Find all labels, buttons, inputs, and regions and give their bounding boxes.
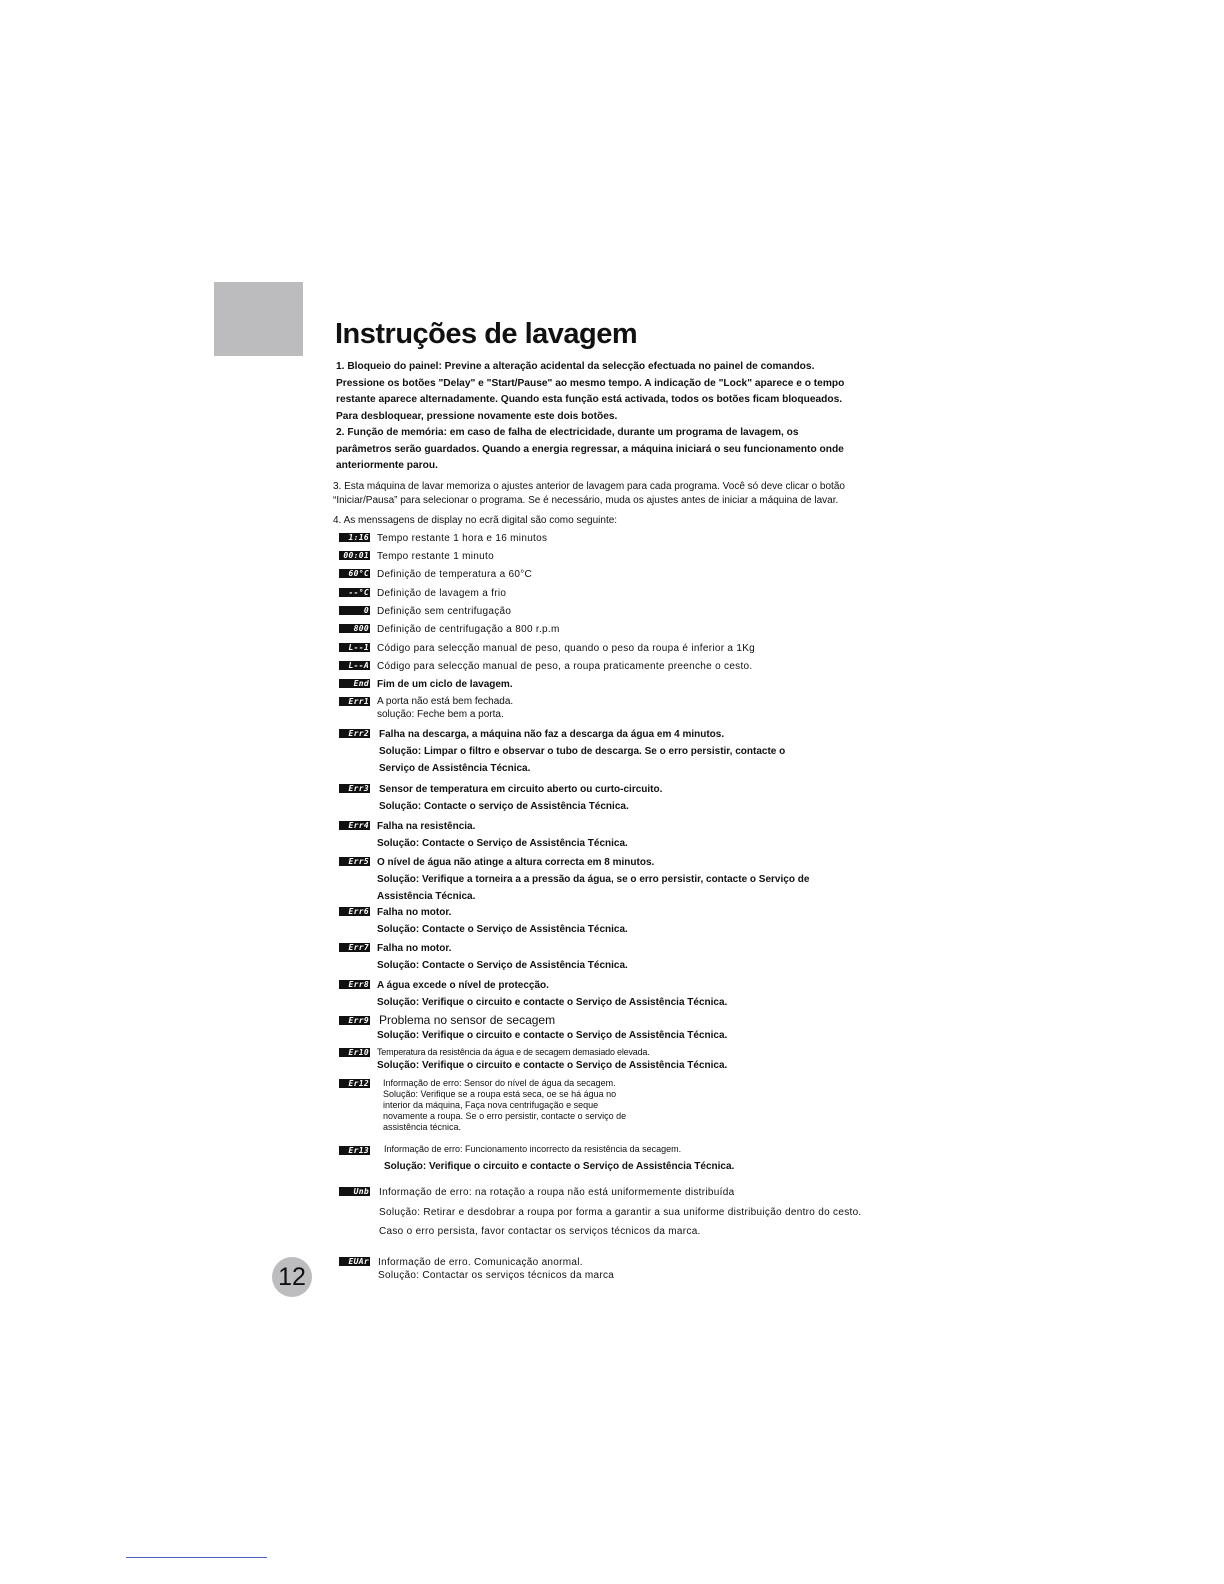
page-title: Instruções de lavagem (335, 318, 638, 350)
paragraph-memory-function (336, 425, 896, 475)
display-code-badge: L--1 (339, 643, 370, 652)
display-code-badge: 00:01 (339, 551, 370, 560)
message-line: Informação de erro: Funcionamento incorrecto da resistência da secagem. (384, 1144, 682, 1154)
message-line: Definição de centrifugação a 800 r.p.m (377, 624, 560, 635)
message-line: Tempo restante 1 hora e 16 minutos (377, 533, 548, 544)
message-line: novamente a roupa. Se o erro persistir, contacte o serviço de (383, 1111, 627, 1121)
message-line: A água excede o nível de protecção. (377, 980, 549, 991)
message-line: Fim de um ciclo de lavagem. (377, 679, 513, 690)
display-code-badge: Err1 (339, 697, 370, 706)
section-tab-block (214, 282, 303, 356)
message-line: Solução: Verifique a torneira a a pressão da água, se o erro persistir, contacte o Serviço de (377, 873, 810, 885)
display-code-badge: End (339, 679, 370, 688)
display-code-badge: Err2 (339, 729, 370, 738)
message-line: Solução: Verifique o circuito e contacte o Serviço de Assistência Técnica. (377, 996, 728, 1008)
message-line: Falha no motor. (377, 943, 452, 954)
footer-rule (126, 1557, 267, 1558)
display-code-badge: Er13 (339, 1146, 370, 1155)
display-code-badge: Err7 (339, 943, 370, 952)
message-line: Solução: Verifique o circuito e contacte o Serviço de Assistência Técnica. (377, 1030, 728, 1041)
message-line: Código para selecção manual de peso, quando o peso da roupa é inferior a 1Kg (377, 643, 756, 654)
paragraph-line: 1. Bloqueio do painel: Previne a alteração acidental da selecção efectuada no painel de comandos. (336, 361, 815, 372)
message-line: Solução: Retirar e desdobrar a roupa por forma a garantir a sua uniforme distribuição dentro do cesto. (379, 1206, 862, 1218)
paragraph-line: Para desbloquear, pressione novamente este dois botões. (336, 410, 618, 422)
message-line: Solução: Contacte o Serviço de Assistência Técnica. (377, 923, 628, 935)
display-code-badge: Er12 (339, 1079, 370, 1088)
message-line: Falha na descarga, a máquina não faz a descarga da água em 4 minutos. (379, 729, 725, 740)
paragraph-line: “Iniciar/Pausa” para selecionar o programa. Se é necessário, muda os ajustes antes de iniciar a máquina de lavar. (333, 494, 839, 506)
message-line: interior da máquina, Faça nova centrifugação e seque (383, 1100, 599, 1110)
message-line: Definição de lavagem a frio (377, 588, 507, 599)
display-code-badge: Err3 (339, 784, 370, 793)
message-line: Serviço de Assistência Técnica. (379, 762, 531, 774)
display-code-badge: Er10 (339, 1048, 370, 1057)
paragraph-line: 3. Esta máquina de lavar memoriza o ajustes anterior de lavagem para cada programa. Você só deve clicar o botão (333, 481, 845, 492)
paragraph-panel-lock (336, 359, 896, 425)
display-code-badge: Err8 (339, 980, 370, 989)
message-line: Sensor de temperatura em circuito aberto ou curto-circuito. (379, 784, 663, 795)
message-line: Informação de erro: Sensor do nível de água da secagem. (383, 1078, 616, 1088)
display-code-badge: 1:16 (339, 533, 370, 542)
display-code-badge: L--A (339, 661, 370, 670)
message-line: Temperatura da resistência da água e de secagem demasiado elevada. (377, 1047, 650, 1057)
message-line: Código para selecção manual de peso, a roupa praticamente preenche o cesto. (377, 661, 753, 672)
display-code-badge: --°C (339, 588, 370, 597)
message-line: Falha na resistência. (377, 821, 476, 832)
message-line: A porta não está bem fechada. (377, 696, 514, 707)
paragraph-line: anteriormente parou. (336, 460, 438, 472)
paragraph-line: Pressione os botões "Delay" e "Start/Pause" ao mesmo tempo. A indicação de "Lock" aparece e o tempo (336, 377, 845, 389)
message-line: Definição de temperatura a 60°C (377, 569, 533, 580)
message-line: Falha no motor. (377, 907, 452, 918)
paragraph-settings-memory (333, 480, 893, 507)
message-line: solução: Feche bem a porta. (377, 709, 504, 720)
paragraph-line: restante aparece alternadamente. Quando esta função está activada, todos os botões ficam bloqueados. (336, 394, 843, 406)
message-line: Definição sem centrifugação (377, 606, 512, 617)
message-line: Tempo restante 1 minuto (377, 551, 494, 562)
message-line: assistência técnica. (383, 1122, 462, 1132)
message-line: Problema no sensor de secagem (379, 1013, 556, 1027)
message-line: Solução: Verifique o circuito e contacte o Serviço de Assistência Técnica. (384, 1161, 735, 1172)
message-line: Solução: Contactar os serviços técnicos da marca (378, 1270, 615, 1281)
page-number-badge: 12 (272, 1257, 312, 1297)
display-code-badge: Err9 (339, 1016, 370, 1025)
message-line: Assistência Técnica. (377, 890, 476, 902)
message-line: Solução: Verifique se a roupa está seca, oe se há água no (383, 1089, 617, 1099)
message-line: Solução: Limpar o filtro e observar o tubo de descarga. Se o erro persistir, contacte o (379, 745, 786, 757)
paragraph-line: 2. Função de memória: em caso de falha de electricidade, durante um programa de lavagem, os (336, 427, 799, 438)
display-code-badge: Err5 (339, 857, 370, 866)
display-code-badge: Unb (339, 1187, 370, 1196)
message-line: Solução: Verifique o circuito e contacte o Serviço de Assistência Técnica. (377, 1060, 728, 1071)
message-line: Informação de erro: na rotação a roupa não está uniformemente distribuída (379, 1187, 735, 1198)
display-code-badge: 60°C (339, 569, 370, 578)
display-code-badge: 800 (339, 624, 370, 633)
message-line: Solução: Contacte o Serviço de Assistência Técnica. (377, 959, 628, 971)
display-code-badge: EUAr (339, 1257, 370, 1266)
message-line: Solução: Contacte o serviço de Assistência Técnica. (379, 800, 629, 812)
message-line: Caso o erro persista, favor contactar os serviços técnicos da marca. (379, 1226, 701, 1237)
message-line: Informação de erro. Comunicação anormal. (378, 1257, 583, 1268)
display-code-badge: Err4 (339, 821, 370, 830)
display-code-badge: 0 (339, 606, 370, 615)
display-code-badge: Err6 (339, 907, 370, 916)
paragraph-display-messages-intro: 4. As menssagens de display no ecrã digital são como seguinte: (333, 515, 618, 526)
paragraph-line: parâmetros serão guardados. Quando a energia regressar, a máquina iniciará o seu funcionamento onde (336, 443, 844, 455)
message-line: Solução: Contacte o Serviço de Assistência Técnica. (377, 837, 628, 849)
message-line: O nível de água não atinge a altura correcta em 8 minutos. (377, 857, 655, 868)
